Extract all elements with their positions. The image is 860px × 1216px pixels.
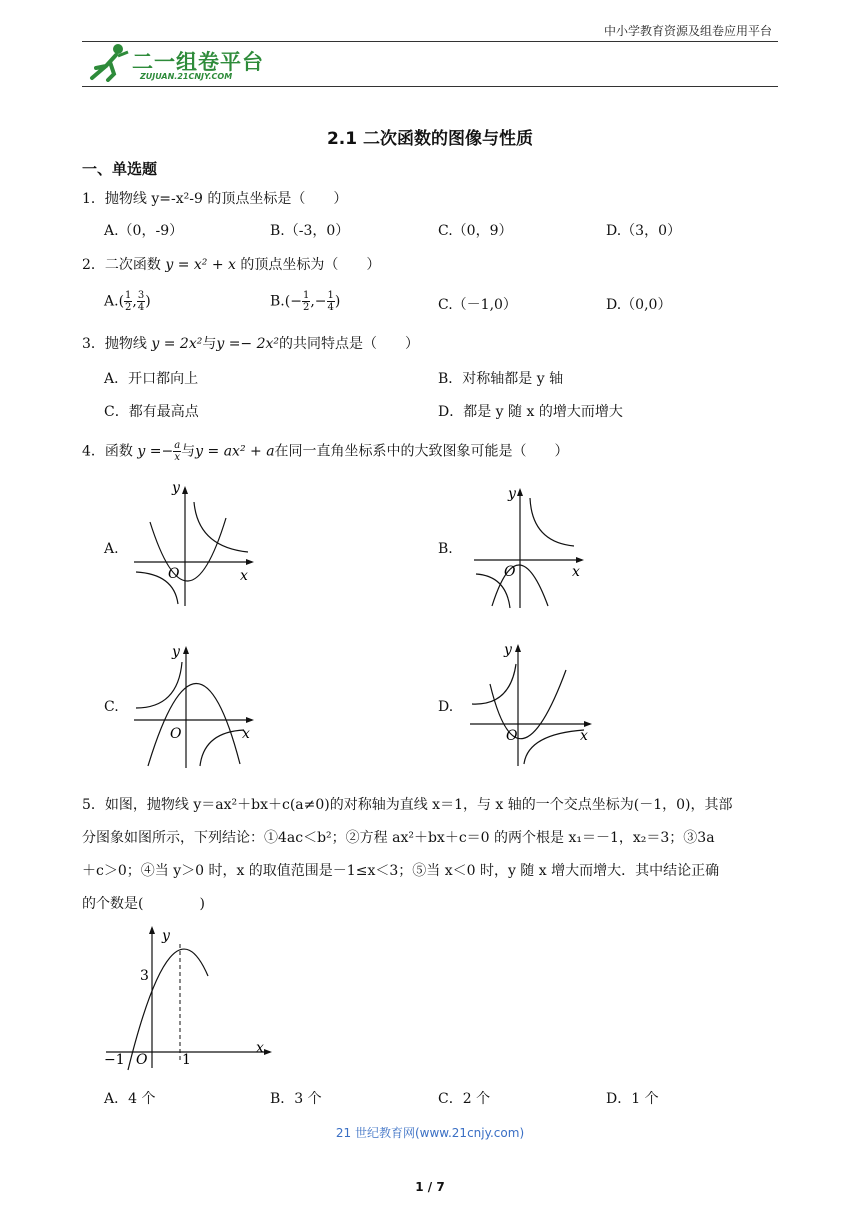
q1-stem: 1．抛物线 y=-x²-9 的顶点坐标是（ ） [82,191,348,207]
q1-option-b: B.（-3，0） [270,223,350,239]
section-heading: 一、单选题 [82,160,158,178]
q1-option-c: C.（0，9） [438,223,513,239]
q2-stem-math: y = x² + x [165,257,236,273]
q2-option-d: D.（0,0） [606,297,672,313]
origin-label: O [170,726,182,742]
fraction: $\frac{3}{4}$ [137,290,145,313]
q4-graph-b [470,484,590,614]
q3-option-d: D．都是 y 随 x 的增大而增大 [438,404,623,420]
q4-option-a: A. [104,541,119,557]
q3-stem-pre: 3．抛物线 [82,336,147,352]
q3-option-a: A．开口都向上 [104,371,199,387]
logo-text: 二一组卷平台 [132,50,264,74]
q3-stem [82,333,419,353]
x-axis-label: x [256,1040,264,1056]
q4-stem-pre: 4．函数 [82,443,133,460]
q2-option-a: A.( $\frac{1}{2}$ , $\frac{3}{4}$ ) [104,290,151,313]
q4-option-b: B. [438,541,453,557]
y-axis-label: y [504,642,512,658]
q5-option-a: A．4 个 [104,1091,156,1107]
x-axis-label: x [580,728,588,744]
q4-option-c: C. [104,699,119,715]
y-intercept-label: 3 [140,968,149,984]
origin-label: O [504,564,516,580]
q4-math-1: y =− [137,443,174,460]
q2-stem-post: 的顶点坐标为（ ） [240,257,381,273]
y-axis-label: y [162,928,170,944]
q5-line-2: 分图象如图所示，下列结论：①4ac＜b²；②方程 ax²＋bx＋c＝0 的两个根是 x₁＝－1，x₂＝3；③3a [82,830,715,846]
axis-of-symmetry-label: 1 [182,1052,191,1068]
q4-graph-c [130,642,260,772]
x-axis-label: x [242,726,250,742]
origin-label: O [168,566,180,582]
logo [88,42,132,86]
fraction: $\frac{1}{2}$ [302,290,310,313]
page-number: 1 / 7 [415,1180,445,1194]
q5-line-3: ＋c＞0；④当 y＞0 时，x 的取值范围是－1≤x＜3；⑤当 x＜0 时，y 随 x 增大而增大．其中结论正确 [82,863,720,879]
q3-math-2: y =− 2x² [216,336,280,352]
root-label: −1 [104,1052,125,1068]
q2-stem-pre: 2．二次函数 [82,257,161,273]
header-rule-bottom [82,86,778,87]
q3-math-1: y = 2x² [151,336,203,352]
q4-option-d: D. [438,699,454,715]
q3-stem-post: 的共同特点是（ ） [279,336,420,352]
q4-math-2: y = ax² + a [195,443,275,460]
q3-option-c: C．都有最高点 [104,404,199,420]
q4-graph-d [466,640,596,770]
header-rule-top [82,41,778,42]
logo-runner-icon [88,42,132,82]
y-axis-label: y [508,486,516,502]
x-axis-label: x [240,568,248,584]
q4-stem-mid: 与 [181,443,196,460]
origin-label: O [506,728,518,744]
q4-graph-a [130,482,260,612]
fraction: $\frac{1}{4}$ [327,290,334,313]
x-axis-label: x [572,564,580,580]
q5-option-c: C．2 个 [438,1091,491,1107]
q4-stem [82,440,569,463]
q5-line-1: 5．如图，抛物线 y＝ax²＋bx＋c(a≠0)的对称轴为直线 x＝1，与 x 轴的一个交点坐标为(－1，0)，其部 [82,797,733,813]
y-axis-label: y [172,644,180,660]
q2-option-b-letter: B. [270,293,285,310]
q5-option-b: B．3 个 [270,1091,322,1107]
logo-subtext: ZUJUAN.21CNJY.COM [140,72,233,81]
q5-line-4: 的个数是( ) [82,896,205,912]
page-title: 2.1 二次函数的图像与性质 [326,129,534,149]
q5-option-d: D．1 个 [606,1091,659,1107]
origin-label: O [136,1052,148,1068]
q3-stem-mid: 与 [202,336,217,352]
q1-option-a: A.（0，-9） [104,223,184,239]
q5-stem [82,789,782,921]
y-axis-label: y [172,482,180,496]
fraction: $\frac{1}{2}$ [125,290,132,313]
q2-option-c: C.（－1,0） [438,297,517,313]
q5-graph [100,922,276,1072]
q2-option-a-letter: A. [104,293,119,310]
q3-option-b: B．对称轴都是 y 轴 [438,371,564,387]
q2-stem [82,254,380,274]
q4-stem-post: 在同一直角坐标系中的大致图象可能是（ ） [274,443,569,460]
platform-name: 中小学教育资源及组卷应用平台 [603,24,772,38]
footer-link[interactable]: 21 世纪教育网(www.21cnjy.com) [335,1126,525,1140]
q1-option-d: D.（3，0） [606,223,681,239]
q2-option-b: B.(− $\frac{1}{2}$ ,− $\frac{1}{4}$ ) [270,290,341,313]
fraction: $\frac{a}{x}$ [174,440,181,463]
